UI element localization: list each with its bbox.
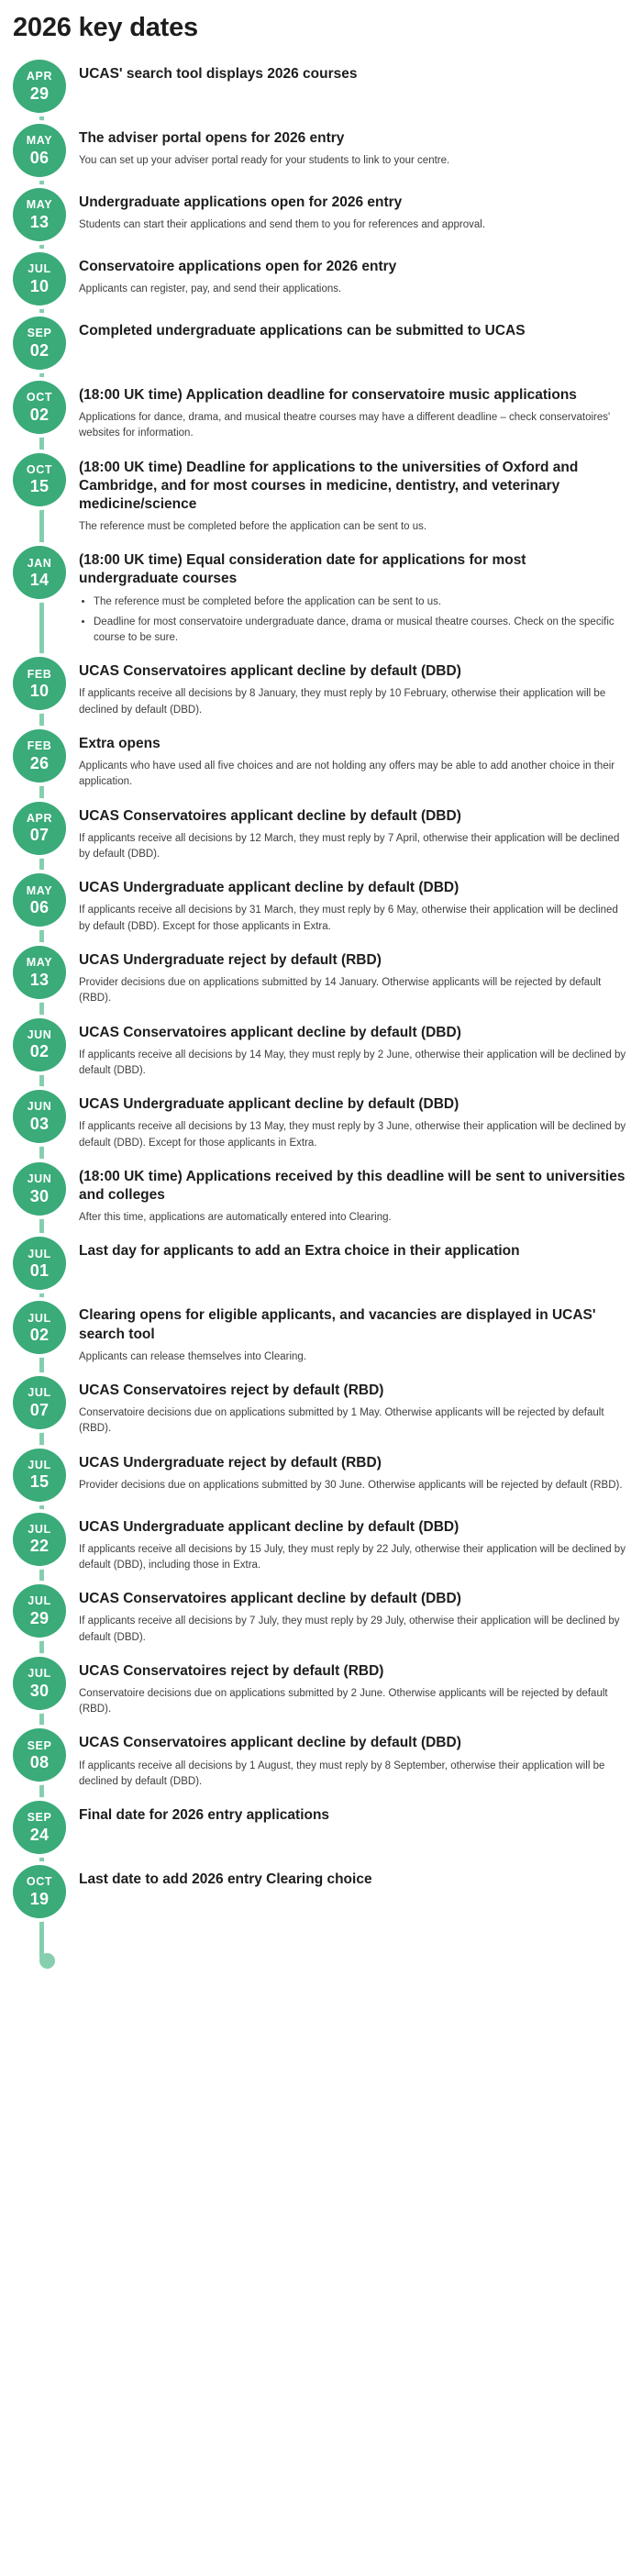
date-badge-month: FEB [27, 739, 52, 753]
event-title: UCAS Conservatoires applicant decline by default (DBD) [79, 1591, 461, 1607]
event-description: Conservatoire decisions due on applications submitted by 1 May. Otherwise applicants will be rejected by default (RBD). [79, 1407, 604, 1435]
date-badge-month: JUN [27, 1100, 52, 1114]
event-body [66, 946, 629, 1007]
date-badge-day: 19 [29, 1889, 50, 1908]
event-body [66, 1376, 629, 1438]
date-badge-month: SEP [27, 1738, 52, 1752]
timeline-event [13, 802, 629, 863]
event-title: UCAS Undergraduate applicant decline by default (DBD) [79, 880, 459, 896]
date-badge [13, 381, 66, 434]
event-body [66, 1449, 629, 1493]
date-badge-month: JUN [27, 1172, 52, 1186]
event-title: (18:00 UK time) Deadline for applications to the universities of Oxford and Cambridge, and for most courses in medicine, dentistry, and veterinary medicine/science [79, 459, 579, 512]
date-badge-month: JAN [27, 556, 52, 570]
date-badge [13, 802, 66, 855]
event-description: Provider decisions due on applications submitted by 30 June. Otherwise applicants will be rejected by default (RBD). [79, 1479, 623, 1491]
date-badge-day: 02 [29, 1326, 50, 1345]
event-body [66, 381, 629, 442]
timeline-event [13, 873, 629, 935]
date-badge-day: 26 [29, 753, 50, 772]
event-body [66, 124, 629, 169]
date-badge [13, 1237, 66, 1290]
date-badge [13, 1801, 66, 1854]
timeline-event [13, 1657, 629, 1718]
event-title: (18:00 UK time) Applications received by this deadline will be sent to universities and colleges [79, 1168, 625, 1203]
event-title: Undergraduate applications open for 2026 entry [79, 194, 403, 210]
event-body [66, 1090, 629, 1151]
event-title: Completed undergraduate applications can be submitted to UCAS [79, 323, 526, 339]
date-badge-month: OCT [26, 1875, 53, 1889]
date-badge-month: JUL [28, 1522, 51, 1536]
date-badge-month: MAY [26, 134, 53, 148]
event-body [66, 1584, 629, 1646]
date-badge [13, 316, 66, 370]
event-title: UCAS Conservatoires applicant decline by default (DBD) [79, 663, 461, 680]
timeline-event [13, 252, 629, 305]
event-body [66, 316, 629, 340]
date-badge-day: 01 [29, 1261, 50, 1281]
timeline-event [13, 1513, 629, 1574]
timeline-event [13, 657, 629, 718]
date-badge-day: 13 [29, 970, 50, 989]
date-badge-day: 02 [29, 405, 50, 424]
timeline-event [13, 381, 629, 442]
event-title: Conservatoire applications open for 2026 entry [79, 259, 397, 274]
event-description: After this time, applications are automatically entered into Clearing. [79, 1212, 392, 1224]
event-title: UCAS Undergraduate applicant decline by default (DBD) [79, 1096, 459, 1113]
date-badge [13, 546, 66, 599]
timeline-event [13, 546, 629, 646]
date-badge-month: SEP [27, 327, 52, 340]
timeline-event [13, 1301, 629, 1365]
date-badge-month: JUL [28, 1311, 51, 1325]
key-dates-page [0, 13, 642, 2005]
event-body [66, 453, 629, 536]
date-badge-month: JUL [28, 1458, 51, 1471]
event-description: If applicants receive all decisions by 8 January, they must reply by 10 February, otherwise their application will be declined by default (DBD). [79, 688, 606, 716]
timeline-event [13, 1801, 629, 1854]
date-badge-day: 29 [29, 83, 50, 103]
event-description: If applicants receive all decisions by 31 March, they must reply by 6 May, otherwise their application will be declined by default (DBD). Except for those applicants in Extra. [79, 905, 618, 932]
event-description: If applicants receive all decisions by 7 July, they must reply by 29 July, otherwise their application will be declined by default (DBD). [79, 1616, 620, 1643]
date-badge-month: JUL [28, 1594, 51, 1608]
date-badge [13, 1018, 66, 1071]
event-body [66, 1237, 629, 1260]
page-title: 2026 key dates [13, 13, 198, 42]
date-badge-month: APR [26, 811, 53, 825]
timeline-event [13, 1865, 629, 1918]
event-description: The reference must be completed before the application can be sent to us. [79, 521, 427, 533]
event-title: UCAS Undergraduate reject by default (RBD) [79, 951, 382, 968]
timeline-event [13, 60, 629, 113]
date-badge-day: 30 [29, 1186, 50, 1205]
timeline [0, 60, 642, 1969]
date-badge [13, 1657, 66, 1710]
date-badge-day: 24 [29, 1825, 50, 1844]
date-badge [13, 1090, 66, 1143]
timeline-end-dot [39, 1953, 55, 1969]
event-body [66, 729, 629, 791]
event-description: If applicants receive all decisions by 13 May, they must reply by 3 June, otherwise their application will be declined by default (DBD). Except for those applicants in Extra. [79, 1121, 626, 1149]
timeline-bottom-spacer [13, 1929, 629, 1953]
date-badge-month: JUL [28, 1386, 51, 1400]
event-title: Final date for 2026 entry applications [79, 1807, 330, 1824]
timeline-events [13, 60, 629, 1918]
event-description: Conservatoire decisions due on applications submitted by 2 June. Otherwise applicants will be rejected by default (RBD). [79, 1687, 608, 1715]
date-badge-month: MAY [26, 956, 53, 970]
date-badge [13, 60, 66, 113]
date-badge-day: 06 [29, 148, 50, 167]
event-body [66, 188, 629, 233]
date-badge-month: JUL [28, 1247, 51, 1260]
date-badge [13, 946, 66, 999]
event-title: The adviser portal opens for 2026 entry [79, 130, 345, 146]
date-badge-day: 06 [29, 898, 50, 917]
timeline-event [13, 316, 629, 370]
event-title: Clearing opens for eligible applicants, and vacancies are displayed in UCAS' search tool [79, 1307, 596, 1342]
timeline-event [13, 1376, 629, 1438]
event-title: (18:00 UK time) Application deadline for conservatoire music applications [79, 387, 577, 403]
date-badge-day: 29 [29, 1608, 50, 1627]
event-title: UCAS Undergraduate applicant decline by default (DBD) [79, 1518, 459, 1535]
date-badge-day: 13 [29, 212, 50, 231]
date-badge-day: 10 [29, 276, 50, 295]
date-badge [13, 1728, 66, 1782]
event-title: UCAS' search tool displays 2026 courses [79, 66, 358, 82]
date-badge-month: OCT [26, 391, 53, 405]
timeline-event [13, 1237, 629, 1290]
date-badge-month: FEB [27, 667, 52, 681]
timeline-event [13, 1018, 629, 1080]
date-badge-month: OCT [26, 462, 53, 476]
timeline-event [13, 1162, 629, 1227]
event-description: Applicants who have used all five choices and are not holding any offers may be able to add another choice in their application. [79, 761, 615, 788]
event-title: Last date to add 2026 entry Clearing choice [79, 1871, 372, 1888]
timeline-event [13, 453, 629, 536]
timeline-event [13, 188, 629, 241]
event-title: UCAS Conservatoires applicant decline by default (DBD) [79, 1735, 461, 1751]
date-badge-month: JUL [28, 262, 51, 276]
date-badge [13, 1162, 66, 1216]
date-badge [13, 1865, 66, 1918]
date-badge-month: MAY [26, 198, 53, 212]
event-body [66, 873, 629, 935]
event-description: Students can start their applications and send them to you for references and approval. [79, 219, 486, 231]
date-badge [13, 1301, 66, 1354]
timeline-event [13, 1584, 629, 1646]
date-badge-day: 02 [29, 340, 50, 360]
event-title: UCAS Conservatoires reject by default (RBD) [79, 1662, 384, 1679]
timeline-event [13, 124, 629, 177]
event-body [66, 1018, 629, 1080]
event-body [66, 546, 629, 646]
date-badge-month: JUN [27, 1027, 52, 1041]
date-badge-month: APR [26, 70, 53, 83]
event-title: UCAS Conservatoires reject by default (RBD) [79, 1382, 384, 1398]
event-bullet-item: • Deadline for most conservatoire undergraduate dance, drama or musical theatre courses. Check on the specific course to be sure. [94, 615, 629, 647]
timeline-event [13, 1449, 629, 1502]
event-body [66, 252, 629, 297]
event-body [66, 1801, 629, 1825]
date-badge-month: SEP [27, 1811, 52, 1825]
event-body [66, 1162, 629, 1227]
event-body [66, 60, 629, 83]
date-badge-day: 07 [29, 826, 50, 845]
timeline-event [13, 1728, 629, 1790]
date-badge-day: 08 [29, 1753, 50, 1772]
event-body [66, 657, 629, 718]
event-description: If applicants receive all decisions by 15 July, they must reply by 22 July, otherwise their application will be declined by default (DBD), including those in Extra. [79, 1543, 625, 1571]
date-badge [13, 252, 66, 305]
event-body [66, 802, 629, 863]
event-title: Extra opens [79, 735, 160, 751]
date-badge-day: 15 [29, 1472, 50, 1492]
event-bullet-item: • The reference must be completed before the application can be sent to us. [94, 594, 629, 610]
event-description: You can set up your adviser portal ready for your students to link to your centre. [79, 155, 450, 167]
date-badge [13, 1376, 66, 1429]
date-badge [13, 124, 66, 177]
date-badge-month: JUL [28, 1667, 51, 1681]
event-bullet-list [79, 594, 629, 647]
event-title: Last day for applicants to add an Extra choice in their application [79, 1243, 520, 1260]
event-body [66, 1513, 629, 1574]
timeline-event [13, 946, 629, 1007]
event-body [66, 1865, 629, 1889]
event-description: Applicants can release themselves into Clearing. [79, 1350, 307, 1362]
date-badge [13, 729, 66, 783]
date-badge [13, 188, 66, 241]
event-body [66, 1728, 629, 1790]
event-description: If applicants receive all decisions by 12 March, they must reply by 7 April, otherwise their application will be declined by default (DBD). [79, 832, 620, 861]
date-badge-day: 22 [29, 1537, 50, 1556]
date-badge [13, 873, 66, 927]
date-badge-day: 10 [29, 682, 50, 701]
event-body [66, 1657, 629, 1718]
date-badge [13, 1449, 66, 1502]
event-description: If applicants receive all decisions by 1 August, they must reply by 8 September, otherwise their application will be declined by default (DBD). [79, 1760, 605, 1787]
event-body [66, 1301, 629, 1365]
date-badge-day: 07 [29, 1400, 50, 1419]
date-badge [13, 1584, 66, 1638]
date-badge-day: 03 [29, 1114, 50, 1133]
date-badge [13, 453, 66, 506]
date-badge [13, 657, 66, 710]
date-badge-day: 02 [29, 1042, 50, 1061]
date-badge-month: MAY [26, 883, 53, 897]
event-description: Provider decisions due on applications submitted by 14 January. Otherwise applicants will be rejected by default (RBD). [79, 977, 602, 1005]
timeline-event [13, 729, 629, 791]
date-badge-day: 14 [29, 571, 50, 590]
timeline-event [13, 1090, 629, 1151]
date-badge-day: 30 [29, 1681, 50, 1700]
event-description: Applicants can register, pay, and send their applications. [79, 283, 342, 295]
event-title: UCAS Undergraduate reject by default (RBD) [79, 1454, 382, 1471]
event-description: Applications for dance, drama, and musical theatre courses may have a different deadline – check conservatoires' websites for information. [79, 412, 611, 439]
date-badge [13, 1513, 66, 1566]
date-badge-day: 15 [29, 477, 50, 496]
event-title: UCAS Conservatoires applicant decline by default (DBD) [79, 807, 461, 824]
event-description: If applicants receive all decisions by 14 May, they must reply by 2 June, otherwise their application will be declined by default (DBD). [79, 1049, 626, 1076]
event-title: (18:00 UK time) Equal consideration date for applications for most undergraduate courses [79, 552, 526, 587]
event-title: UCAS Conservatoires applicant decline by default (DBD) [79, 1024, 461, 1040]
